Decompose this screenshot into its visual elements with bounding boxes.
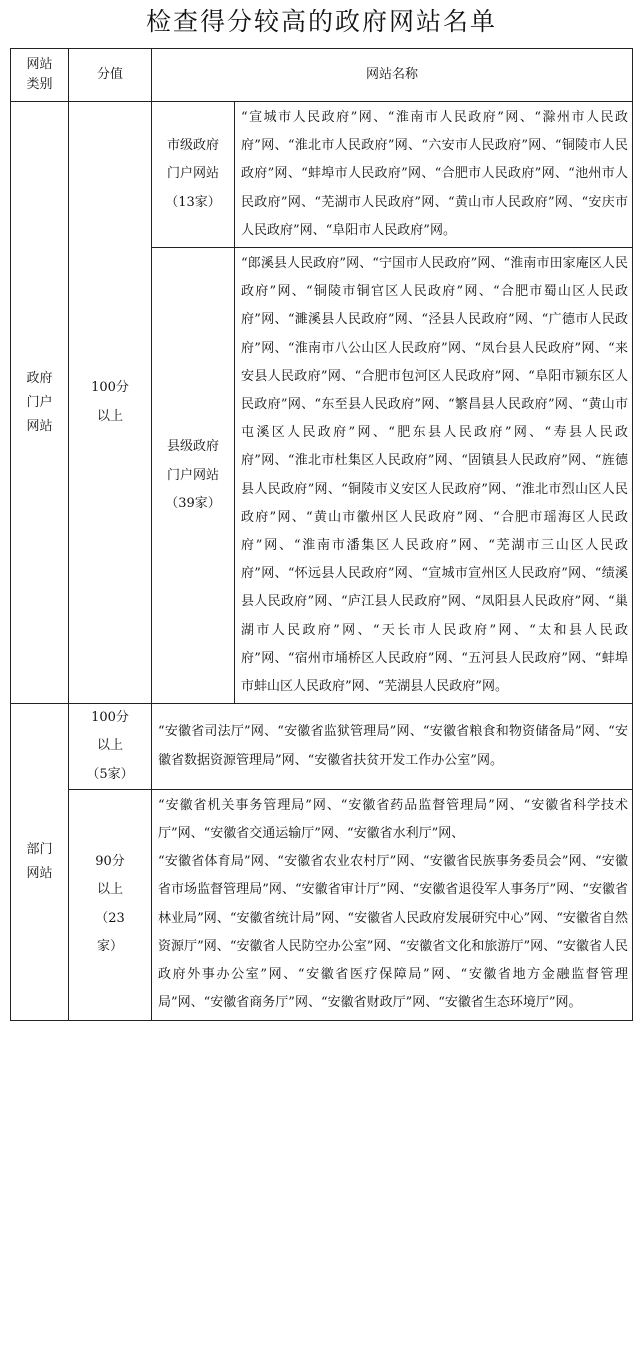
score-department-90: 90分 以上 （23 家） bbox=[69, 789, 152, 1020]
website-list-table bbox=[10, 48, 633, 1021]
sites-city-level: “宣城市人民政府”网、“淮南市人民政府”网、“滁州市人民政府”网、“淮北市人民政府”网、“六安市人民政府”网、“铜陵市人民政府”网、“蚌埠市人民政府”网、“合肥市人民政府”网、“池州市人民政府”网、“芜湖市人民政府”网、“黄山市人民政府”网、“安庆市人民政府”网、“阜阳市人民政府”网。 bbox=[235, 102, 633, 248]
header-score: 分值 bbox=[69, 49, 152, 102]
table-row bbox=[11, 704, 633, 790]
sites-department-90-part1: “安徽省机关事务管理局”网、“安徽省药品监督管理局”网、“安徽省科学技术厅”网、“安徽省交通运输厅”网、“安徽省水利厅”网、 bbox=[158, 797, 629, 842]
label-county-level: 县级政府 门户网站 （39家） bbox=[152, 248, 235, 704]
sites-county-level: “郎溪县人民政府”网、“宁国市人民政府”网、“淮南市田家庵区人民政府”网、“铜陵市铜官区人民政府”网、“合肥市蜀山区人民政府”网、“濉溪县人民政府”网、“泾县人民政府”网、“广德市人民政府”网、“淮南市八公山区人民政府”网、“凤台县人民政府”网、“来安县人民政府”网、“合肥市包河区人民政府”网、“阜阳市颍东区人民政府”网、“东至县人民政府”网、“繁昌县人民政府”网、“黄山市屯溪区人民政府”网、“肥东县人民政府”网、“寿县人民政府”网、“淮北市杜集区人民政府”网、“固镇县人民政府”网、“旌德县人民政府”网、“铜陵市义安区人民政府”网、“淮北市烈山区人民政府”网、“黄山市徽州区人民政府”网、“合肥市瑶海区人民政府”网、“淮南市潘集区人民政府”网、“芜湖市三山区人民政府”网、“怀远县人民政府”网、“宣城市宣州区人民政府”网、“绩溪县人民政府”网、“庐江县人民政府”网、“凤阳县人民政府”网、“巢湖市人民政府”网、“天长市人民政府”网、“太和县人民政府”网、“宿州市埇桥区人民政府”网、“五河县人民政府”网、“蚌埠市蚌山区人民政府”网、“芜湖县人民政府”网。 bbox=[235, 248, 633, 704]
category-department: 部门 网站 bbox=[11, 704, 69, 1020]
table-row bbox=[11, 102, 633, 248]
page-title: 检查得分较高的政府网站名单 bbox=[145, 7, 497, 36]
score-government-portal: 100分 以上 bbox=[69, 102, 152, 704]
header-category: 网站 类别 bbox=[11, 49, 69, 102]
label-city-level: 市级政府 门户网站 （13家） bbox=[152, 102, 235, 248]
table-row bbox=[11, 789, 633, 1020]
header-row bbox=[11, 49, 633, 102]
header-site-names: 网站名称 bbox=[152, 49, 633, 102]
score-department-100: 100分 以上 （5家） bbox=[69, 704, 152, 790]
category-government-portal: 政府 门户 网站 bbox=[11, 102, 69, 704]
sites-department-90 bbox=[152, 789, 633, 1020]
sites-department-90-part2: “安徽省体育局”网、“安徽省农业农村厅”网、“安徽省民族事务委员会”网、“安徽省市场监督管理局”网、“安徽省审计厅”网、“安徽省退役军人事务厅”网、“安徽省林业局”网、“安徽省统计局”网、“安徽省人民政府发展研究中心”网、“安徽省自然资源厅”网、“安徽省人民防空办公室”网、“安徽省文化和旅游厅”网、“安徽省人民政府外事办公室”网、“安徽省医疗保障局”网、“安徽省地方金融监督管理局”网、“安徽省商务厅”网、“安徽省财政厅”网、“安徽省生态环境厅”网。 bbox=[158, 854, 629, 1011]
sites-department-100: “安徽省司法厅”网、“安徽省监狱管理局”网、“安徽省粮食和物资储备局”网、“安徽省数据资源管理局”网、“安徽省扶贫开发工作办公室”网。 bbox=[152, 704, 633, 790]
